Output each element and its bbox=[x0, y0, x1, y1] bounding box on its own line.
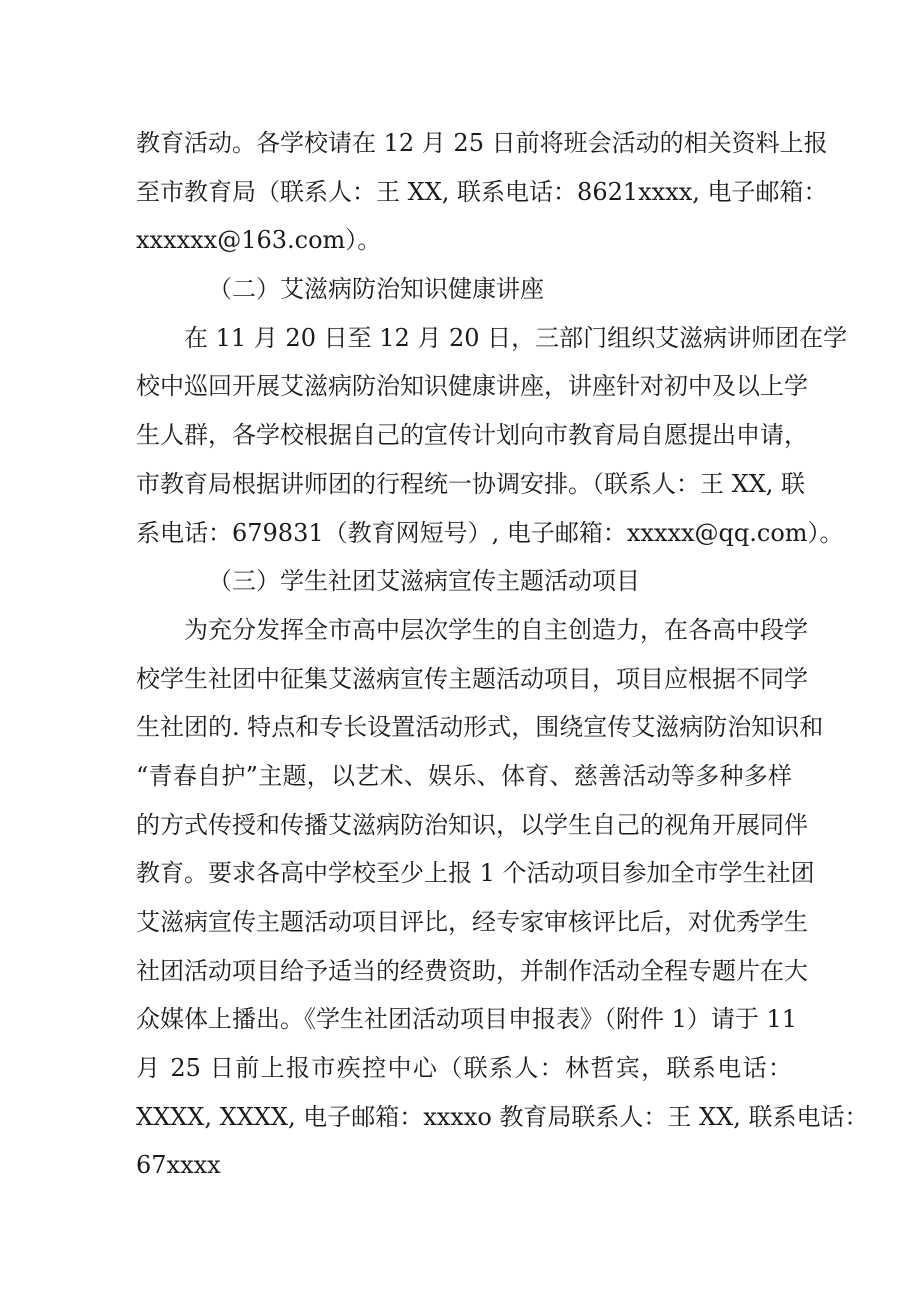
body-line: 月 25 日前上报市疾控中心（联系人：林哲宾，联系电话： bbox=[136, 1054, 792, 1083]
body-line: 的方式传授和传播艾滋病防治知识，以学生自己的视角开展同伴 bbox=[136, 810, 808, 839]
body-line: 至市教育局（联系人：王 XX, 联系电话：8621xxxx, 电子邮箱： bbox=[136, 177, 828, 206]
body-line: 在 11 月 20 日至 12 月 20 日，三部门组织艾滋病讲师团在学 bbox=[184, 323, 848, 352]
body-line: 系电话：679831（教育网短号）, 电子邮箱：xxxxx@qq.com）。 bbox=[136, 518, 844, 547]
body-line: 市教育局根据讲师团的行程统一协调安排。（联系人：王 XX, 联 bbox=[136, 469, 806, 498]
body-line: 众媒体上播出。《学生社团活动项目申报表》（附件 1）请于 11 bbox=[136, 1005, 798, 1034]
body-line: 生社团的. 特点和专长设置活动形式，围绕宣传艾滋病防治知识和 bbox=[136, 713, 824, 742]
body-line: 为充分发挥全市高中层次学生的自主创造力，在各高中段学 bbox=[184, 615, 808, 644]
body-line: 生人群，各学校根据自己的宣传计划向市教育局自愿提出申请， bbox=[136, 421, 808, 450]
body-line: 艾滋病宣传主题活动项目评比，经专家审核评比后，对优秀学生 bbox=[136, 908, 808, 936]
body-line: XXXX, XXXX, 电子邮箱：xxxxo 教育局联系人：王 XX, 联系电话： bbox=[136, 1102, 869, 1131]
body-line: 社团活动项目给予适当的经费资助，并制作活动全程专题片在大 bbox=[136, 956, 808, 985]
body-line: 校学生社团中征集艾滋病宣传主题活动项目，项目应根据不同学 bbox=[136, 664, 808, 693]
body-line: “青春自护”主题，以艺术、娱乐、体育、慈善活动等多种多样 bbox=[136, 761, 792, 790]
body-line: 67xxxx bbox=[136, 1151, 221, 1180]
section-heading-3: （三）学生社团艾滋病宣传主题活动项目 bbox=[208, 567, 640, 596]
body-line: 教育。要求各高中学校至少上报 1 个活动项目参加全市学生社团 bbox=[136, 859, 815, 888]
document-body bbox=[136, 119, 869, 1190]
body-line: xxxxxx@163.com）。 bbox=[136, 226, 382, 255]
body-line: 校中巡回开展艾滋病防治知识健康讲座，讲座针对初中及以上学 bbox=[136, 372, 808, 401]
section-heading-2: （二）艾滋病防治知识健康讲座 bbox=[208, 275, 544, 304]
body-line: 教育活动。各学校请在 12 月 25 日前将班会活动的相关资料上报 bbox=[136, 129, 828, 157]
